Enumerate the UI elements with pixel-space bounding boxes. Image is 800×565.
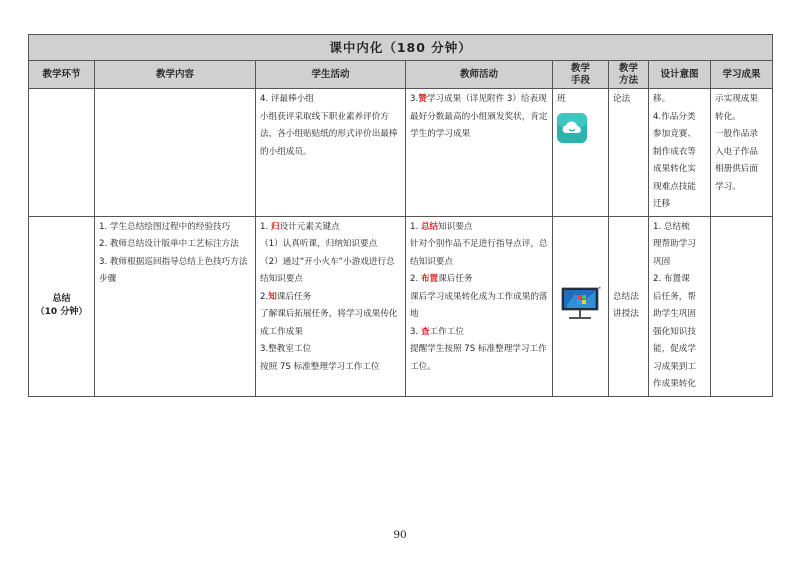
row1-student-cell (256, 89, 406, 217)
stage-duration: （10 分钟） (35, 307, 88, 317)
header-row (29, 61, 773, 89)
highlight-text: 布置 (420, 274, 439, 284)
header-content: 教学内容 (95, 61, 256, 89)
header-method (609, 61, 649, 89)
header-outcome: 学习成果 (711, 61, 773, 89)
row2-teacher-cell: 1. 总结知识要点 针对个别作品不足进行指导点评，总结知识要点 2. 布置课后任务 课后学习成果转化成为工作成果的落地 3. 查工作工位 提醒学生按照 7S 标准整理学习工作工位。 (406, 216, 553, 396)
row1-student-line: 4. 评最棒小组 (260, 94, 314, 104)
highlight-text: 归 (270, 221, 280, 232)
header-stage: 教学环节 (29, 61, 95, 89)
row1-means-cell (553, 89, 609, 217)
page-number: 90 (393, 529, 407, 541)
stage-label: 总结 (52, 294, 71, 304)
row1-intent-cell: 移。 4.作品分类 参加竞赛、 制作成衣等 成果转化实 现难点技能 迁移 (649, 89, 711, 217)
row1-method-cell: 论法 (609, 89, 649, 217)
header-method-line1: 教学 (618, 62, 638, 74)
header-design-intent: 设计意图 (649, 61, 711, 89)
row2-means-cell (553, 216, 609, 396)
row1-means-text: 班 (557, 94, 566, 104)
table-row (29, 89, 773, 217)
header-means-line2: 手段 (570, 74, 590, 86)
row1-teacher-cell: 3.赞学习成果（详见附件 3）给表现最好分数最高的小组颁发奖状，肯定学生的学习成果 (406, 89, 553, 217)
row2-outcome-cell (711, 216, 773, 396)
smart-board-icon (561, 285, 601, 331)
row1-content-cell (95, 89, 256, 217)
row2-intent-cell: 1. 总结梳 理帮助学习 巩固 2. 布置课 后任务，帮 助学生巩固 强化知识技 能，促成学 习成果到工 作成果转化 (649, 216, 711, 396)
row1-outcome-cell: 示实现成果 转化。 一般作品录 入电子作品 相册供后面 学习。 (711, 89, 773, 217)
row2-stage-cell (29, 216, 95, 396)
row1-student-line: 小组获评采取线下职业素养评价方法，各小组贴贴纸的形式评价出最棒的小组成员。 (260, 111, 398, 157)
row2-content-cell: 1. 学生总结绘图过程中的经验技巧 2. 教师总结设计版单中工艺标注方法 3. 教师根据巡回指导总结上色技巧方法步骤 (95, 216, 256, 396)
header-means (553, 61, 609, 89)
header-student-activity: 学生活动 (256, 61, 406, 89)
row2-method-cell: 总结法 讲授法 (609, 216, 649, 396)
highlight-text: 查 (420, 326, 430, 337)
table-row (29, 216, 773, 396)
header-means-line1: 教学 (570, 62, 590, 74)
row1-stage-cell (29, 89, 95, 217)
highlight-text: 知 (268, 291, 277, 302)
highlight-text: 总结 (420, 221, 439, 232)
cloud-class-app-icon (557, 113, 587, 151)
lesson-plan-table (28, 34, 773, 397)
table-title: 课中内化（180 分钟） (29, 35, 773, 61)
header-method-line2: 方法 (618, 74, 638, 86)
row2-student-cell: 1. 归设计元素关键点 （1）认真听课，归纳知识要点 （2）通过“开小火车”小游戏进行总结知识要点 2.知课后任务 了解课后拓展任务，将学习成果传化成工作成果 3.整教室工位 按照 7S 标准整理学习工作工位 (256, 216, 406, 396)
highlight-text: 赞 (418, 94, 427, 104)
header-teacher-activity: 教师活动 (406, 61, 553, 89)
